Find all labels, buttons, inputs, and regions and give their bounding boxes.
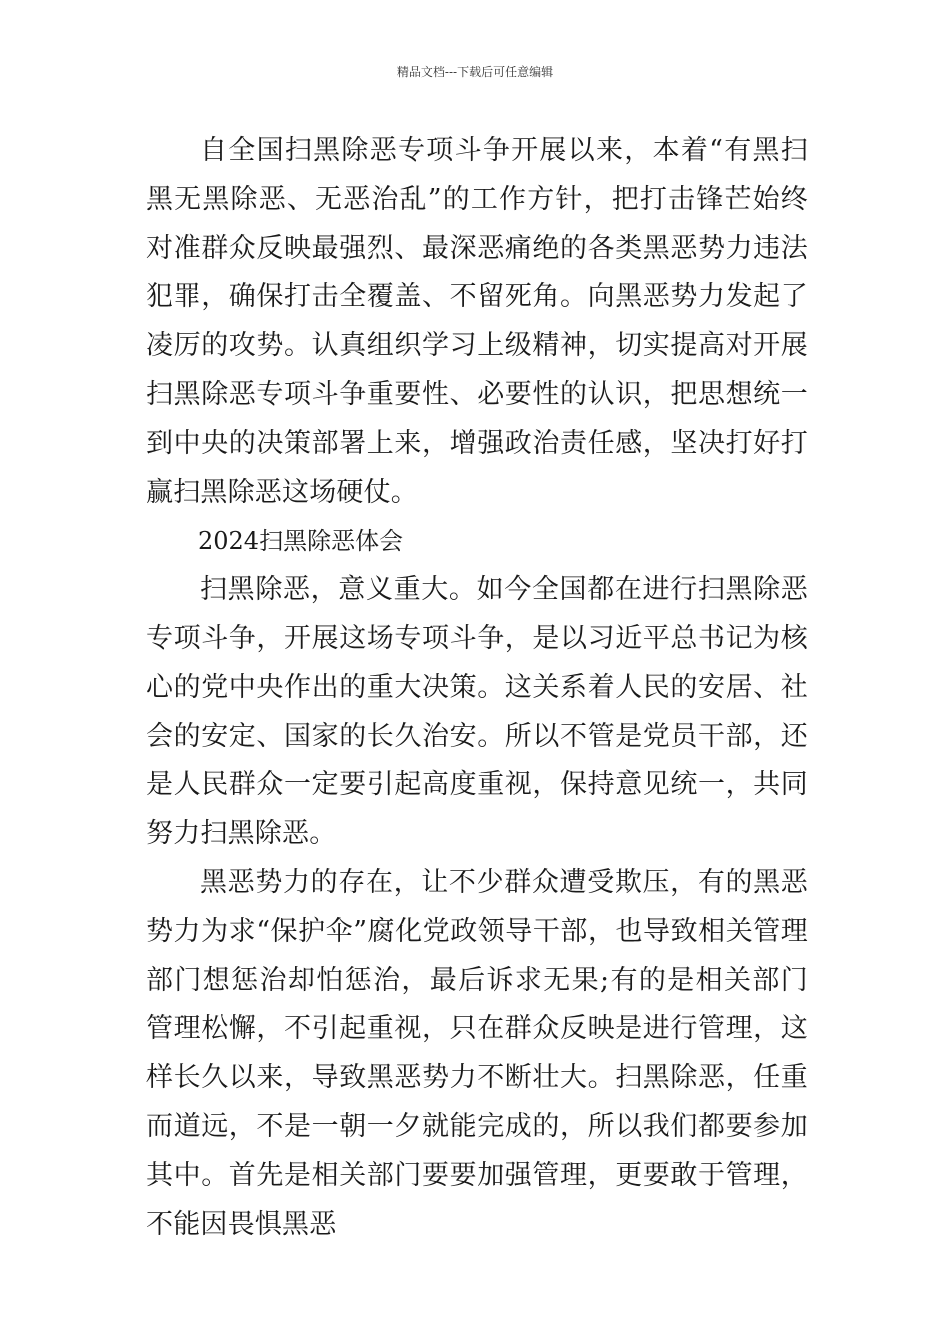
- paragraph-intro: 自全国扫黑除恶专项斗争开展以来，本着“有黑扫黑无黑除恶、无恶治乱”的工作方针，把打击锋芒始终对准群众反映最强烈、最深恶痛绝的各类黑恶势力违法犯罪，确保打击全覆盖、不留死角。向黑恶势力发起了凌厉的攻势。认真组织学习上级精神，切实提高对开展扫黑除恶专项斗争重要性、必要性的认识，把思想统一到中央的决策部署上来，增强政治责任感，坚决打好打赢扫黑除恶这场硬仗。: [146, 135, 808, 508]
- paragraph-harm: 黑恶势力的存在，让不少群众遭受欺压，有的黑恶势力为求“保护伞”腐化党政领导干部，也导致相关管理部门想惩治却怕惩治，最后诉求无果;有的是相关部门管理松懈，不引起重视，只在群众反映是进行管理，这样长久以来，导致黑恶势力不断壮大。扫黑除恶，任重而道远，不是一朝一夕就能完成的，所以我们都要参加其中。首先是相关部门要要加强管理，更要敢于管理，不能因畏惧黑恶: [146, 866, 808, 1240]
- document-body: [146, 127, 808, 1249]
- page-header: 精品文档---下载后可任意编辑: [396, 65, 554, 79]
- section-heading: 2024扫黑除恶体会: [198, 527, 404, 556]
- paragraph-significance: 扫黑除恶，意义重大。如今全国都在进行扫黑除恶专项斗争，开展这场专项斗争，是以习近平总书记为核心的党中央作出的重大决策。这关系着人民的安居、社会的安定、国家的长久治安。所以不管是党员干部，还是人民群众一定要引起高度重视，保持意见统一，共同努力扫黑除恶。: [146, 574, 808, 850]
